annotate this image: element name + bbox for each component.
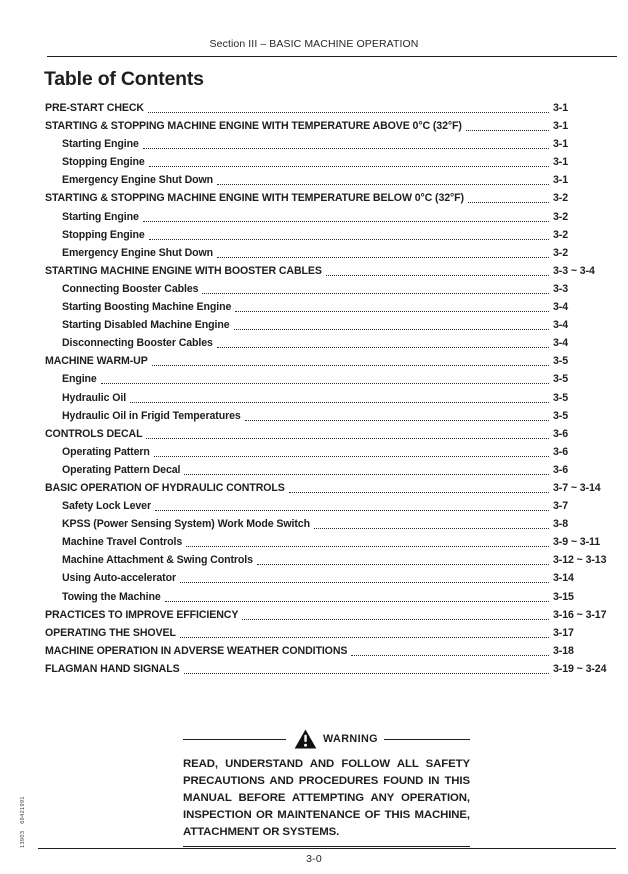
toc-entry-label: OPERATING THE SHOVEL	[45, 626, 176, 639]
toc-page-number: 3-19 ~ 3-24	[553, 662, 607, 675]
toc-dot-leader	[234, 328, 549, 330]
toc-entry	[45, 554, 615, 566]
toc-entry-label: STARTING MACHINE ENGINE WITH BOOSTER CABLES	[45, 264, 322, 277]
warning-header	[183, 729, 470, 749]
toc-entry	[45, 500, 615, 512]
toc-dot-leader	[152, 364, 549, 366]
toc-dot-leader	[165, 600, 549, 602]
print-code: 13903 69421991	[20, 796, 26, 848]
toc-page-number: 3-8	[553, 518, 569, 531]
toc-entry	[45, 319, 615, 331]
toc-entry	[45, 392, 615, 404]
toc-entry	[45, 627, 615, 639]
toc-entry-label: PRE-START CHECK	[45, 102, 144, 114]
warning-triangle-icon	[294, 729, 317, 749]
toc-page-number: 3-5	[553, 391, 569, 404]
toc-page-number: 3-5	[553, 409, 569, 422]
toc-entry	[45, 518, 615, 530]
toc-entry-label: Operating Pattern Decal	[62, 463, 181, 476]
toc-entry	[45, 229, 615, 241]
toc-dot-leader	[146, 437, 549, 439]
warning-title: WARNING	[323, 733, 378, 745]
toc-page-number: 3-16 ~ 3-17	[553, 608, 607, 621]
section-header: Section III – BASIC MACHINE OPERATION	[209, 38, 419, 50]
toc-entry-label: CONTROLS DECAL	[45, 427, 143, 440]
toc-entry-label: MACHINE OPERATION IN ADVERSE WEATHER CONDITIONS	[45, 644, 348, 657]
toc-entry	[45, 464, 615, 476]
toc-entry-label: Starting Engine	[62, 210, 139, 223]
toc-dot-leader	[217, 256, 549, 258]
toc-dot-leader	[235, 310, 549, 312]
toc-entry	[45, 373, 615, 385]
toc-entry	[45, 211, 615, 223]
warning-rule-right	[384, 739, 470, 740]
toc-dot-leader	[245, 419, 549, 421]
page-title: Table of Contents	[44, 68, 204, 90]
toc-entry	[45, 192, 615, 204]
toc-page-number: 3-1	[553, 138, 569, 151]
toc-entry-label: Starting Engine	[62, 138, 139, 151]
toc-entry	[45, 174, 615, 186]
toc-page-number: 3-6	[553, 427, 569, 440]
toc-dot-leader	[149, 238, 549, 240]
toc-entry-label: Engine	[62, 373, 97, 386]
toc-page-number: 3-3 ~ 3-4	[553, 264, 595, 277]
toc-entry-label: FLAGMAN HAND SIGNALS	[45, 662, 180, 675]
toc-dot-leader	[130, 401, 549, 403]
toc-entry-label: Emergency Engine Shut Down	[62, 246, 214, 259]
toc-dot-leader	[351, 654, 549, 656]
toc-dot-leader	[184, 473, 549, 475]
footer-page-number: 3-0	[306, 853, 322, 865]
toc-dot-leader	[466, 129, 549, 131]
toc-entry-label: Hydraulic Oil	[62, 391, 127, 404]
toc-dot-leader	[180, 581, 549, 583]
warning-text: READ, UNDERSTAND AND FOLLOW ALL SAFETY PRECAUTIONS AND PROCEDURES FOUND IN THIS MANUAL BEFORE ATTEMPTING ANY OPERATION, INSPECTION OR MAINTENANCE OF THIS MACHINE, ATTACHMENT OR SYSTEMS.	[183, 758, 470, 838]
toc-dot-leader	[186, 545, 549, 547]
toc-entry	[45, 645, 615, 657]
toc-entry	[45, 247, 615, 259]
toc-page-number: 3-5	[553, 373, 569, 386]
toc-dot-leader	[314, 527, 549, 529]
toc-page-number: 3-4	[553, 301, 569, 314]
toc-entry-label: STARTING & STOPPING MACHINE ENGINE WITH TEMPERATURE ABOVE 0°C (32°F)	[45, 120, 462, 133]
toc-entry	[45, 591, 615, 603]
toc-entry	[45, 102, 615, 114]
toc-entry-label: Hydraulic Oil in Frigid Temperatures	[62, 409, 241, 422]
toc-entry	[45, 410, 615, 422]
toc-dot-leader	[202, 292, 549, 294]
toc-entry	[45, 663, 615, 675]
toc-page-number: 3-2	[553, 246, 569, 259]
toc-dot-leader	[143, 220, 549, 222]
toc-page-number: 3-7 ~ 3-14	[553, 481, 601, 494]
toc-entry	[45, 609, 615, 621]
toc-entry-label: STARTING & STOPPING MACHINE ENGINE WITH TEMPERATURE BELOW 0°C (32°F)	[45, 192, 464, 205]
toc-dot-leader	[257, 563, 549, 565]
toc-page-number: 3-4	[553, 337, 569, 350]
toc-page-number: 3-1	[553, 120, 569, 133]
footer-rule	[38, 848, 616, 849]
toc-dot-leader	[242, 618, 549, 620]
toc-entry	[45, 572, 615, 584]
toc-page-number: 3-6	[553, 445, 569, 458]
warning-rule-bottom	[183, 846, 470, 847]
toc-dot-leader	[184, 672, 549, 674]
toc-entry	[45, 283, 615, 295]
toc-page-number: 3-2	[553, 192, 569, 205]
toc-entry	[45, 355, 615, 367]
toc-list	[45, 102, 615, 681]
toc-page-number: 3-15	[553, 590, 574, 603]
toc-page-number: 3-1	[553, 156, 569, 169]
toc-page-number: 3-4	[553, 319, 569, 332]
warning-box	[183, 729, 470, 847]
toc-entry-label: Stopping Engine	[62, 156, 145, 169]
toc-entry	[45, 428, 615, 440]
toc-dot-leader	[217, 183, 549, 185]
toc-entry-label: Safety Lock Lever	[62, 500, 151, 513]
toc-dot-leader	[217, 346, 549, 348]
toc-page-number: 3-1	[553, 102, 569, 114]
toc-page-number: 3-7	[553, 500, 569, 513]
toc-entry	[45, 138, 615, 150]
toc-entry-label: PRACTICES TO IMPROVE EFFICIENCY	[45, 608, 239, 621]
toc-entry	[45, 446, 615, 458]
toc-dot-leader	[143, 147, 549, 149]
toc-entry	[45, 536, 615, 548]
toc-dot-leader	[101, 382, 549, 384]
toc-page-number: 3-6	[553, 463, 569, 476]
toc-dot-leader	[154, 455, 549, 457]
toc-entry	[45, 265, 615, 277]
toc-page-number: 3-3	[553, 282, 569, 295]
toc-dot-leader	[148, 111, 549, 113]
warning-rule-left	[183, 739, 286, 740]
toc-page-number: 3-14	[553, 572, 574, 585]
toc-dot-leader	[149, 165, 549, 167]
toc-dot-leader	[468, 201, 549, 203]
toc-page-number: 3-5	[553, 355, 569, 368]
toc-entry-label: KPSS (Power Sensing System) Work Mode Switch	[62, 518, 310, 531]
toc-entry-label: Stopping Engine	[62, 228, 145, 241]
toc-entry-label: Machine Attachment & Swing Controls	[62, 554, 253, 567]
toc-dot-leader	[155, 509, 549, 511]
toc-page-number: 3-9 ~ 3-11	[553, 536, 601, 549]
toc-page-number: 3-18	[553, 644, 574, 657]
toc-dot-leader	[289, 491, 549, 493]
toc-entry-label: Machine Travel Controls	[62, 536, 183, 549]
header-rule	[47, 56, 617, 57]
toc-page-number: 3-2	[553, 228, 569, 241]
toc-entry-label: Starting Disabled Machine Engine	[62, 319, 230, 332]
toc-entry	[45, 337, 615, 349]
toc-page-number: 3-17	[553, 626, 574, 639]
toc-entry	[45, 301, 615, 313]
toc-entry-label: Starting Boosting Machine Engine	[62, 301, 232, 314]
toc-dot-leader	[326, 274, 549, 276]
toc-page-number: 3-12 ~ 3-13	[553, 554, 607, 567]
toc-entry-label: MACHINE WARM-UP	[45, 355, 148, 368]
toc-entry-label: Using Auto-accelerator	[62, 572, 176, 585]
toc-page-number: 3-1	[553, 174, 569, 187]
toc-entry-label: Towing the Machine	[62, 590, 161, 603]
toc-entry-label: BASIC OPERATION OF HYDRAULIC CONTROLS	[45, 481, 285, 494]
toc-entry	[45, 156, 615, 168]
toc-entry-label: Emergency Engine Shut Down	[62, 174, 214, 187]
toc-entry	[45, 120, 615, 132]
toc-entry-label: Operating Pattern	[62, 445, 150, 458]
toc-entry-label: Connecting Booster Cables	[62, 282, 199, 295]
toc-entry-label: Disconnecting Booster Cables	[62, 337, 213, 350]
toc-entry	[45, 482, 615, 494]
toc-dot-leader	[180, 636, 549, 638]
toc-page-number: 3-2	[553, 210, 569, 223]
